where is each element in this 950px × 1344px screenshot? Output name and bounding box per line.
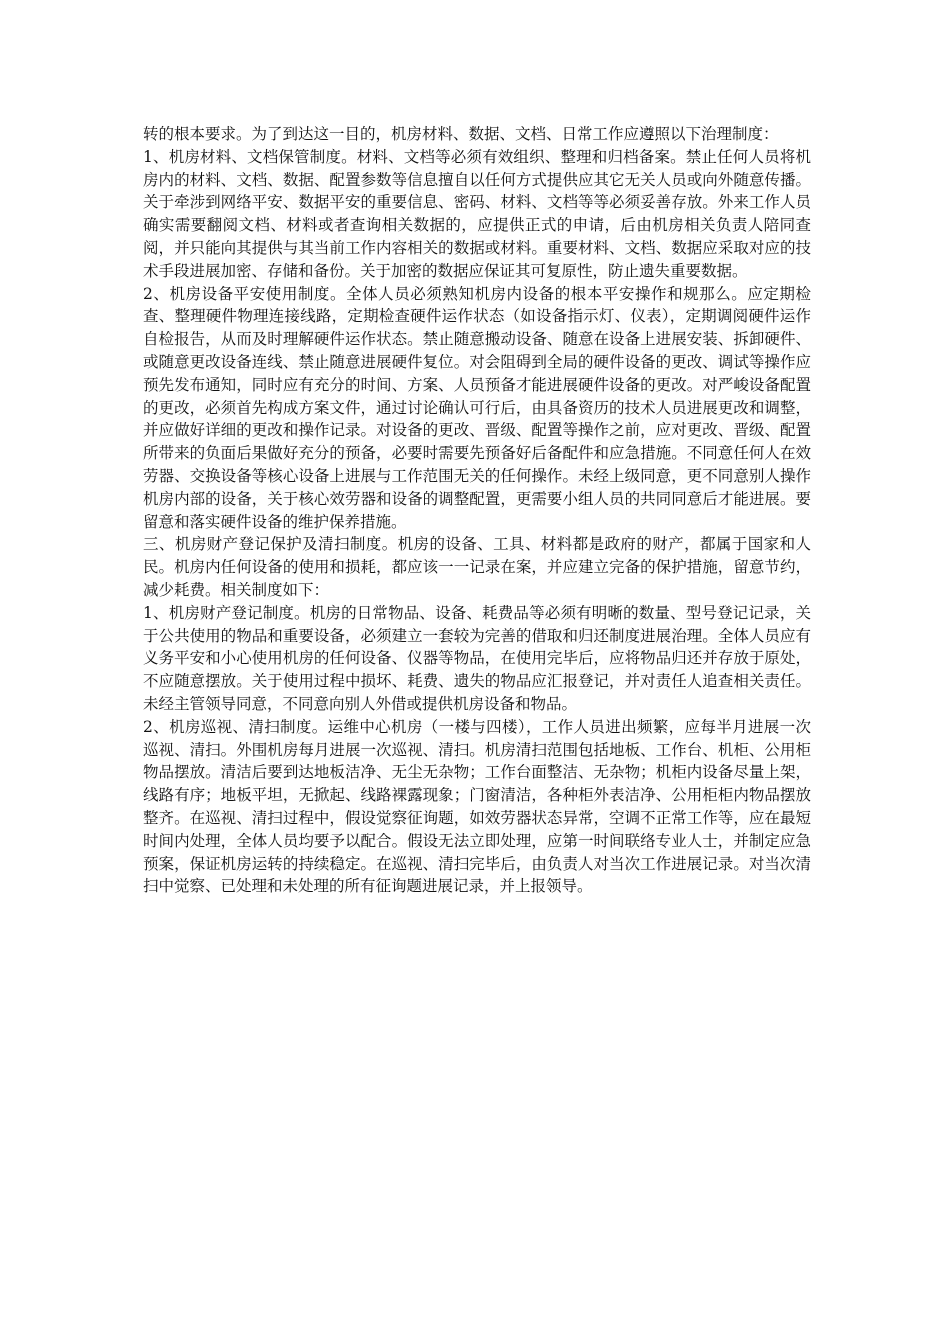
paragraph-property-registration-heading: 三、机房财产登记保护及清扫制度。机房的设备、工具、材料都是政府的财产，都属于国家和人民。机房内任何设备的使用和损耗，都应该一一记录在案，并应建立完备的保护措施，留意节约，减少耗费。相关制度如下： (143, 535, 811, 599)
paragraph-documents-custody: 1、机房材料、文档保管制度。材料、文档等必须有效组织、整理和归档备案。禁止任何人员将机房内的材料、文档、数据、配置参数等信息擅自以任何方式提供应其它无关人员或向外随意传播。关于牵涉到网络平安、数据平安的重要信息、密码、材料、文档等等必须妥善存放。外来工作人员确实需要翻阅文档、材料或者查询相关数据的，应提供正式的申请，后由机房相关负责人陪同查阅，并只能向其提供与其当前工作内容相关的数据或材料。重要材料、文档、数据应采取对应的技术手段进展加密、存储和备份。关于加密的数据应保证其可复原性，防止遗失重要数据。 (143, 147, 811, 280)
paragraph-inspection-cleaning: 2、机房巡视、清扫制度。运维中心机房（一楼与四楼），工作人员进出频繁，应每半月进展一次巡视、清扫。外围机房每月进展一次巡视、清扫。机房清扫范围包括地板、工作台、机柜、公用柜物品摆放。清洁后要到达地板洁净、无尘无杂物；工作台面整洁、无杂物；机柜内设备尽量上架，线路有序；地板平坦，无掀起、线路裸露现象；门窗清洁，各种柜外表洁净、公用柜柜内物品摆放整齐。在巡视、清扫过程中，假设觉察征询题，如效劳器状态异常，空调不正常工作等，应在最短时间内处理，全体人员均要予以配合。假设无法立即处理，应第一时间联络专业人士，并制定应急预案，保证机房运转的持续稳定。在巡视、清扫完毕后，由负责人对当次工作进展记录。对当次清扫中觉察、已处理和未处理的所有征询题进展记录，并上报领导。 (143, 717, 811, 896)
document-body (143, 123, 811, 898)
paragraph-intro: 转的根本要求。为了到达这一目的，机房材料、数据、文档、日常工作应遵照以下治理制度： (143, 125, 779, 143)
paragraph-equipment-safety: 2、机房设备平安使用制度。全体人员必须熟知机房内设备的根本平安操作和规那么。应定期检查、整理硬件物理连接线路，定期检查硬件运作状态（如设备指示灯、仪表），定期调阅硬件运作自检报告，从而及时理解硬件运作状态。禁止随意搬动设备、随意在设备上进展安装、拆卸硬件、或随意更改设备连线、禁止随意进展硬件复位。对会阻碍到全局的硬件设备的更改、调试等操作应预先发布通知，同时应有充分的时间、方案、人员预备才能进展硬件设备的更改。对严峻设备配置的更改，必须首先构成方案文件，通过讨论确认可行后，由具备资历的技术人员进展更改和调整，并应做好详细的更改和操作记录。对设备的更改、晋级、配置等操作之前，应对更改、晋级、配置所带来的负面后果做好充分的预备，必要时需要先预备好后备配件和应急措施。不同意任何人在效劳器、交换设备等核心设备上进展与工作范围无关的任何操作。未经上级同意，更不同意别人操作机房内部的设备，关于核心效劳器和设备的调整配置，更需要小组人员的共同同意后才能进展。要留意和落实硬件设备的维护保养措施。 (143, 284, 811, 531)
paragraph-property-registration: 1、机房财产登记制度。机房的日常物品、设备、耗费品等必须有明晰的数量、型号登记记录，关于公共使用的物品和重要设备，必须建立一套较为完善的借取和归还制度进展治理。全体人员应有义务平安和小心使用机房的任何设备、仪器等物品，在使用完毕后，应将物品归还并存放于原处，不应随意摆放。关于使用过程中损坏、耗费、遗失的物品应汇报登记，并对责任人追查相关责任。未经主管领导同意，不同意向别人外借或提供机房设备和物品。 (143, 603, 811, 713)
